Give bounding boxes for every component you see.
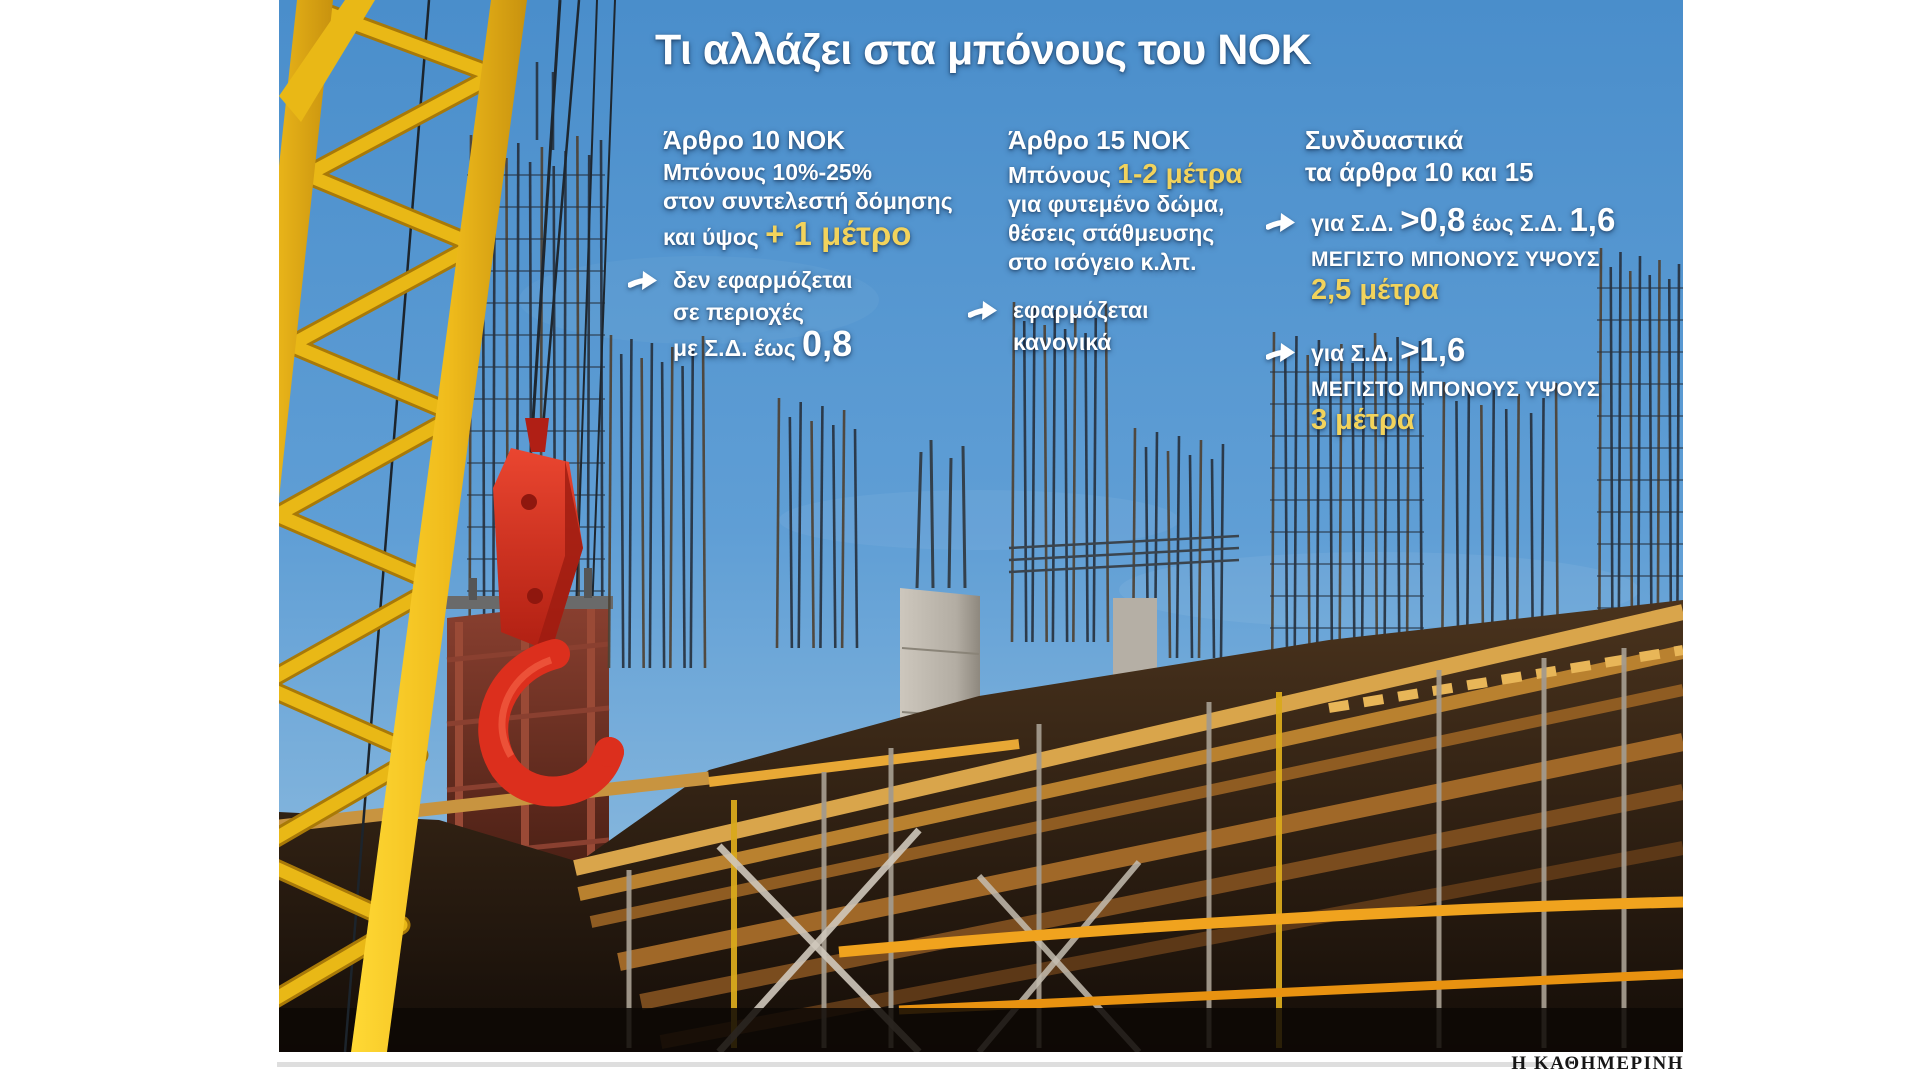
- combined-item2-max-height: 3 μέτρα: [1311, 404, 1415, 436]
- combined-heading-line1: Συνδυαστικά: [1305, 125, 1464, 155]
- combined-item2-range: για Σ.Δ. >1,6: [1311, 331, 1466, 368]
- article15-line4: στο ισόγειο κ.λπ.: [1008, 249, 1197, 275]
- sd-limit-value: 0,8: [802, 323, 853, 364]
- article15-line3: θέσεις στάθμευσης: [1008, 220, 1215, 246]
- article15-line2: για φυτεμένο δώμα,: [1008, 191, 1225, 217]
- arrow-icon: [628, 268, 662, 294]
- article15-block: [1008, 124, 1242, 277]
- combined-item-1: [1266, 201, 1615, 307]
- article15-note-line2: κανονικά: [1013, 329, 1112, 355]
- combined-heading: [1305, 124, 1534, 190]
- combined-item1-caps: ΜΕΓΙΣΤΟ ΜΠΟΝΟΥΣ ΥΨΟΥΣ: [1311, 248, 1600, 271]
- footer-rule: [277, 1062, 1555, 1067]
- combined-item1-range: για Σ.Δ. >0,8 έως Σ.Δ. 1,6: [1311, 201, 1616, 238]
- article10-line1: Μπόνους 10%-25%: [663, 159, 873, 185]
- combined-item2-caps: ΜΕΓΙΣΤΟ ΜΠΟΝΟΥΣ ΥΨΟΥΣ: [1311, 378, 1600, 401]
- article15-heading: Άρθρο 15 ΝΟΚ: [1008, 125, 1191, 155]
- article10-block: [663, 124, 953, 252]
- article10-height-bonus: + 1 μέτρο: [765, 215, 912, 252]
- article10-note-line3: με Σ.Δ. έως 0,8: [673, 323, 853, 364]
- combined-item-2: [1266, 331, 1600, 437]
- article15-note-line1: εφαρμόζεται: [1013, 297, 1149, 323]
- article10-heading: Άρθρο 10 ΝΟΚ: [663, 125, 846, 155]
- publisher-credit: Η ΚΑΘΗΜΕΡΙΝΗ: [1511, 1053, 1684, 1074]
- arrow-icon: [968, 298, 1002, 324]
- article10-line2: στον συντελεστή δόμησης: [663, 188, 953, 214]
- article15-bonus-value: 1-2 μέτρα: [1117, 158, 1243, 189]
- article10-note: [628, 264, 853, 364]
- article10-note-line2: σε περιοχές: [673, 299, 804, 325]
- arrow-icon: [1266, 210, 1300, 236]
- article15-line1: Μπόνους 1-2 μέτρα: [1008, 158, 1243, 189]
- article15-note: [968, 294, 1149, 358]
- combined-item1-max-height: 2,5 μέτρα: [1311, 274, 1439, 306]
- arrow-icon: [1266, 340, 1300, 366]
- combined-heading-line2: τα άρθρα 10 και 15: [1305, 157, 1534, 187]
- article10-line3: και ύψος + 1 μέτρο: [663, 215, 912, 252]
- article10-note-line1: δεν εφαρμόζεται: [673, 267, 853, 293]
- page-title: Τι αλλάζει στα μπόνους του ΝΟΚ: [655, 26, 1312, 74]
